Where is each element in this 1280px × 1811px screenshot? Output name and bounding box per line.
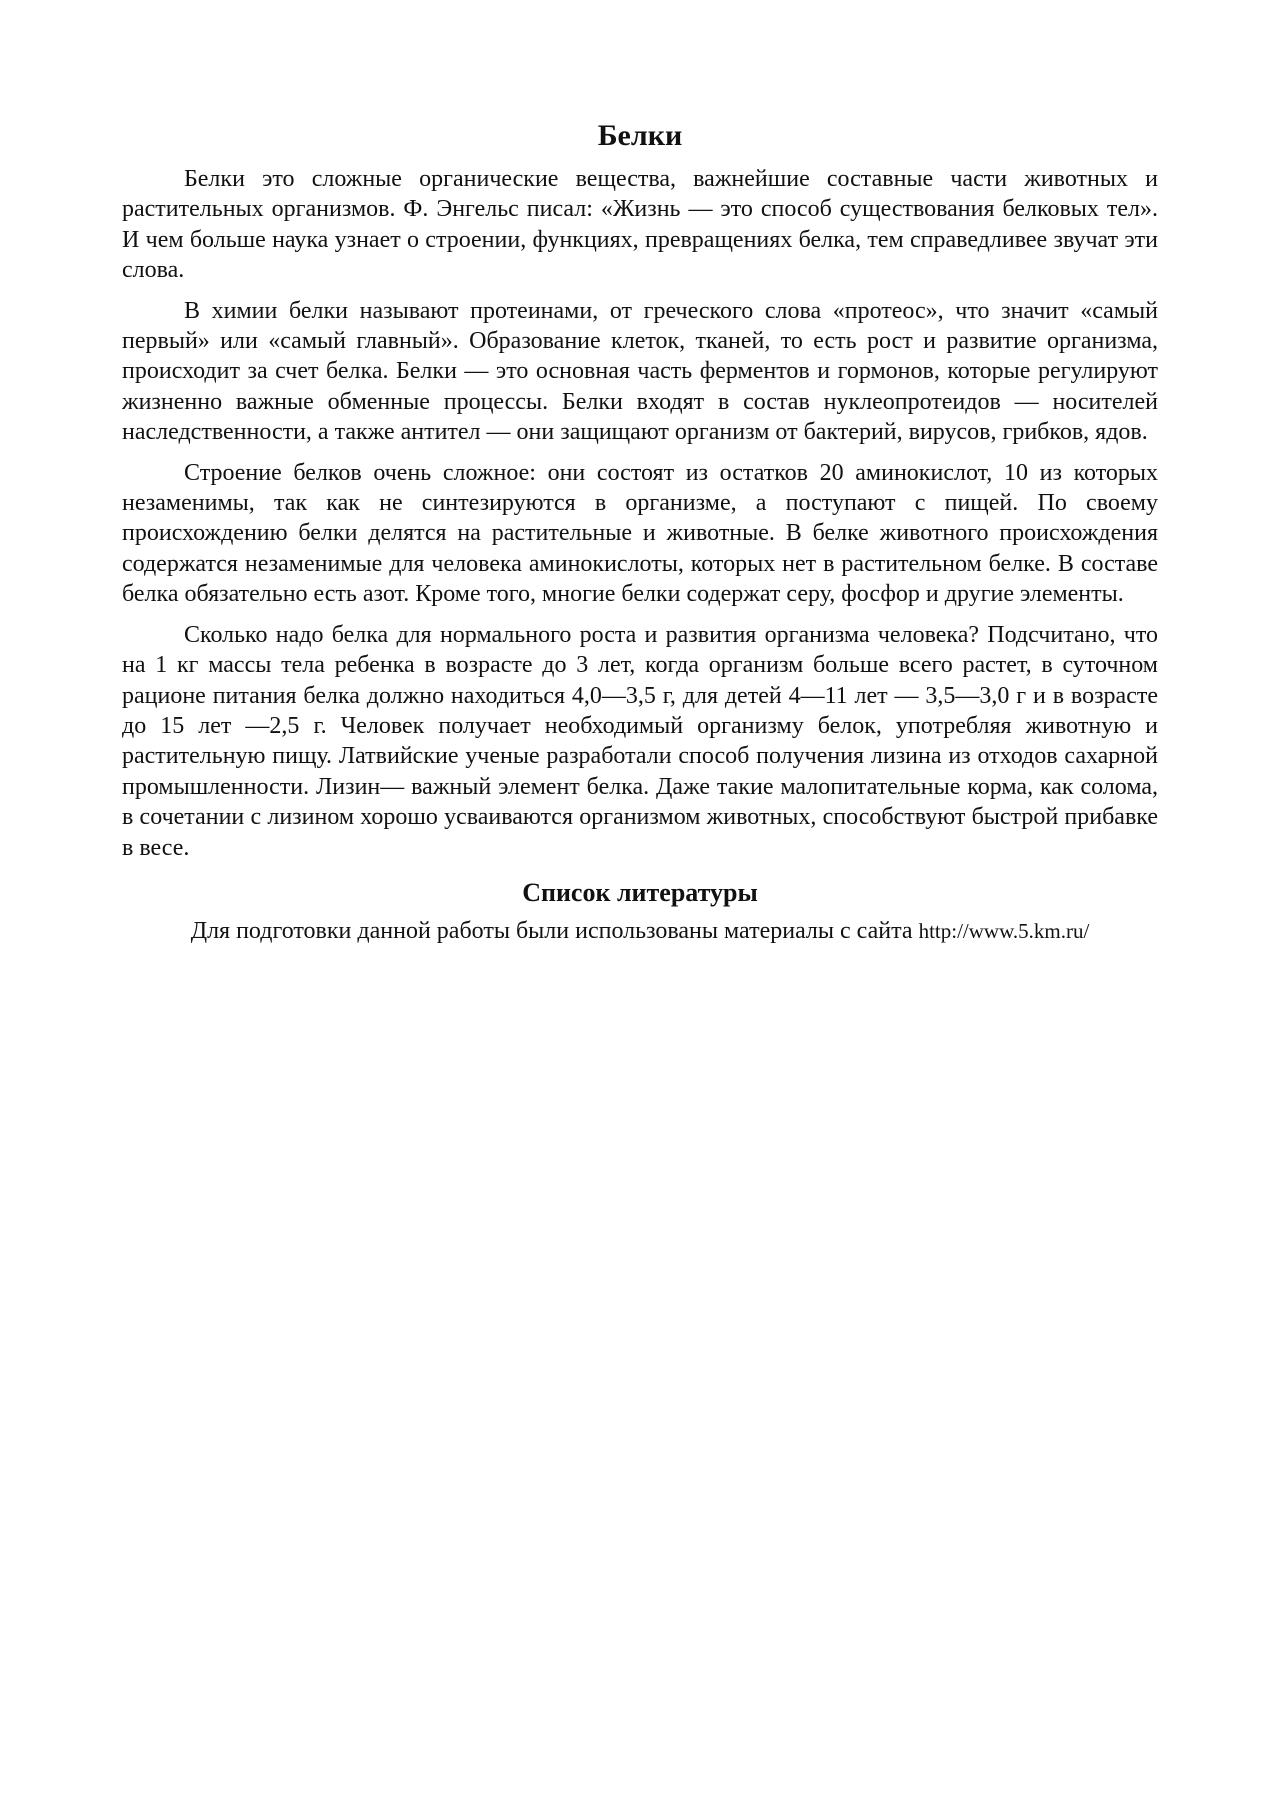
paragraph-3: Строение белков очень сложное: они состоят из остатков 20 аминокислот, 10 из которых незаменимы, так как не синтезируются в организме, а поступают с пищей. По своему происхождению белки делятся на растительные и животные. В белке животного происхождения содержатся незаменимые для человека аминокислоты, которых нет в растительном белке. В составе белка обязательно есть азот. Кроме того, многие белки содержат серу, фосфор и другие элементы.	[122, 459, 1158, 608]
references-text	[122, 916, 1158, 946]
paragraph-4: Сколько надо белка для нормального роста и развития организма человека? Подсчитано, что на 1 кг массы тела ребенка в возрасте до 3 лет, когда организм больше всего растет, в суточном рационе питания белка должно находиться 4,0—3,5 г, для детей 4—11 лет — 3,5—3,0 г и в возрасте до 15 лет —2,5 г. Человек получает необходимый организму белок, употребляя животную и растительную пищу. Латвийские ученые разработали способ получения лизина из отходов сахарной промышленности. Лизин— важный элемент белка. Даже такие малопитательные корма, как солома, в сочетании с лизином хорошо усваиваются организмом животных, способствуют быстрой прибавке в весе.	[122, 621, 1158, 861]
document-title: Белки	[597, 119, 683, 152]
document-body	[122, 118, 1158, 946]
paragraph-1: Белки это сложные органические вещества, важнейшие составные части животных и растительных организмов. Ф. Энгельс писал: «Жизнь — это способ существования белковых тел». И чем больше наука узнает о строении, функциях, превращениях белка, тем справедливее звучат эти слова.	[122, 166, 1158, 284]
paragraph-2: В химии белки называют протеинами, от греческого слова «протеос», что значит «самый первый» или «самый главный». Образование клеток, тканей, то есть рост и развитие организма, происходит за счет белка. Белки — это основная часть ферментов и гормонов, которые регулируют жизненно важные обменные процессы. Белки входят в состав нуклеопротеидов — носителей наследственности, а также антител — они защищают организм от бактерий, вирусов, грибков, ядов.	[122, 297, 1158, 446]
references-url: http://www.5.km.ru/	[918, 919, 1090, 944]
references-title: Список литературы	[522, 877, 758, 907]
references-sentence: Для подготовки данной работы были использованы материалы с сайта	[190, 918, 919, 945]
